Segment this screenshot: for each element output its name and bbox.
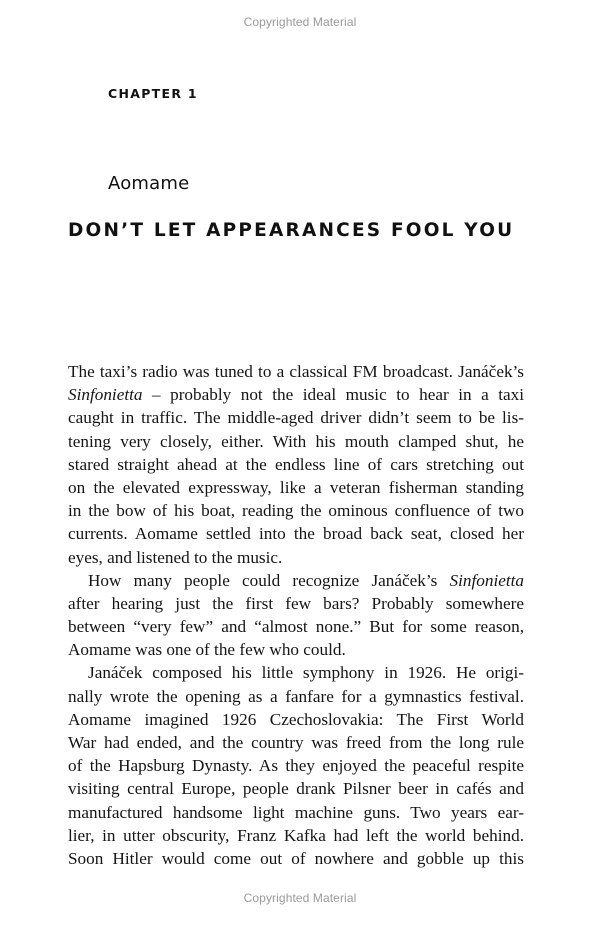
text-line: between “very few” and “almost none.” But for some reason,	[68, 617, 524, 637]
work-title: Sinfonietta	[449, 570, 524, 590]
chapter-label: CHAPTER 1	[108, 86, 198, 101]
text-line: currents. Aomame settled into the broad back seat, closed her	[68, 524, 524, 544]
chapter-name: Aomame	[108, 173, 190, 194]
text-line: Aomame imagined 1926 Czechoslovakia: The First World	[68, 709, 524, 729]
text-line: after hearing just the first few bars? Probably somewhere	[68, 593, 524, 613]
watermark-top: Copyrighted Material	[243, 15, 357, 29]
text-line: tening very closely, either. With his mouth clamped shut, he	[68, 431, 524, 451]
text-line: nally wrote the opening as a fanfare for a gymnastics festival.	[68, 686, 524, 706]
text-line: Aomame was one of the few who could.	[68, 640, 346, 660]
text-line: of the Hapsburg Dynasty. As they enjoyed the peaceful respite	[68, 756, 524, 776]
text-line: visiting central Europe, people drank Pilsner beer in cafés and	[68, 779, 524, 799]
text-line: in the bow of his boat, reading the ominous confluence of two	[68, 501, 524, 521]
chapter-title: DON’T LET APPEARANCES FOOL YOU	[68, 220, 515, 241]
text-line: caught in traffic. The middle-aged driver didn’t seem to be lis-	[68, 408, 524, 428]
text-line: on the elevated expressway, like a veteran fisherman standing	[68, 477, 524, 497]
work-title: Sinfonietta	[68, 385, 143, 405]
text-line: The taxi’s radio was tuned to a classical FM broadcast. Janáček’s	[68, 362, 524, 381]
text-line: lier, in utter obscurity, Franz Kafka had left the world behind.	[68, 825, 524, 845]
body-text	[68, 360, 524, 870]
text-line: War had ended, and the country was freed from the long rule	[68, 733, 524, 752]
watermark-bottom: Copyrighted Material	[243, 891, 357, 905]
text-line: manufactured handsome light machine guns. Two years ear-	[68, 802, 524, 822]
text-line: Janáček composed his little symphony in 1926. He origi-	[88, 663, 524, 683]
text-line: eyes, and listened to the music.	[68, 547, 283, 567]
text-line: How many people could recognize Janáček’s Sinfonietta	[88, 570, 524, 590]
text-line: Sinfonietta – probably not the ideal music to hear in a taxi	[68, 385, 524, 405]
text-line: Soon Hitler would come out of nowhere and gobble up this	[68, 848, 524, 868]
text-line: stared straight ahead at the endless line of cars stretching out	[68, 454, 524, 474]
